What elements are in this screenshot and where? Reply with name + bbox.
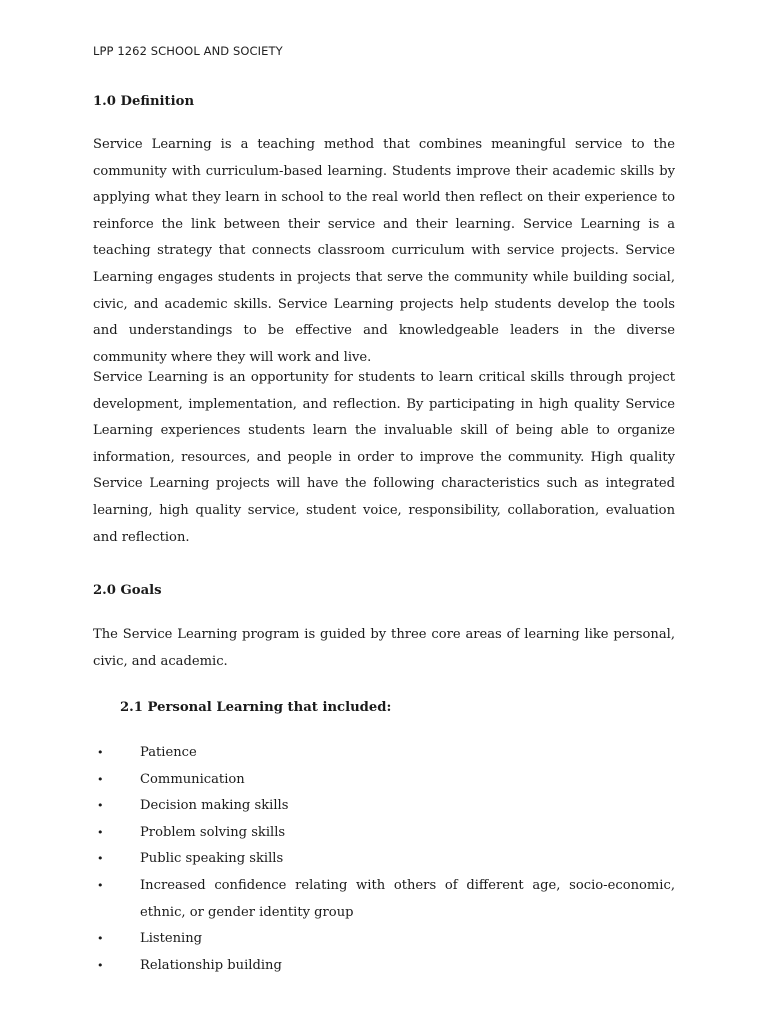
- list-item: [93, 767, 675, 794]
- list-item-text: Relationship building: [140, 957, 282, 973]
- list-item: [93, 740, 675, 767]
- bullet-icon: •: [97, 878, 104, 892]
- list-item: [93, 873, 675, 926]
- bullet-icon: •: [97, 852, 104, 866]
- running-header: LPP 1262 SCHOOL AND SOCIETY: [93, 44, 283, 58]
- list-item-text: Problem solving skills: [140, 824, 286, 840]
- personal-learning-list: [93, 740, 675, 979]
- list-item-text: Public speaking skills: [140, 851, 284, 867]
- bullet-icon: •: [97, 772, 104, 786]
- bullet-icon: •: [97, 799, 104, 813]
- list-item-text: Communication: [140, 771, 245, 787]
- list-item: [93, 953, 675, 980]
- section-heading-goals: 2.0 Goals: [93, 583, 162, 598]
- subheading-personal-learning: 2.1 Personal Learning that included:: [120, 700, 392, 715]
- bullet-icon: •: [97, 932, 104, 946]
- list-item: [93, 793, 675, 820]
- list-item: [93, 820, 675, 847]
- definition-paragraph-2: Service Learning is an opportunity for students to learn critical skills through project development, implementation, and reflection. By participating in high quality Service Learning experiences students learn the invaluable skill of being able to organize information, resources, and people in order to improve the community. High quality Service Learning projects will have the following characteristics such as integrated learning, high quality service, student voice, responsibility, collaboration, evaluation and reflection.: [93, 370, 675, 545]
- list-item-text: Listening: [140, 931, 203, 947]
- list-item: [93, 926, 675, 953]
- bullet-icon: •: [97, 746, 104, 759]
- section-heading-definition: 1.0 Definition: [93, 94, 195, 109]
- list-item-text: Decision making skills: [140, 798, 289, 814]
- bullet-icon: •: [97, 958, 104, 972]
- definition-paragraph-1: Service Learning is a teaching method that combines meaningful service to the community with curriculum-based learning. Students improve their academic skills by applying what they learn in school to the real world then reflect on their experience to reinforce the link between their service and their learning. Service Learning is a teaching strategy that connects classroom curriculum with service projects. Service Learning engages students in projects that serve the community while building social, civic, and academic skills. Service Learning projects help students develop the tools and understandings to be effective and knowledgeable leaders in the diverse community where they will work and live.: [93, 137, 675, 365]
- list-item-text: Patience: [140, 745, 197, 760]
- list-item: [93, 846, 675, 873]
- list-item-text: Increased confidence relating with others of different age, socio-economic, ethnic, or gender identity group: [140, 877, 675, 920]
- goals-intro-paragraph: The Service Learning program is guided by three core areas of learning like personal, civic, and academic.: [93, 627, 675, 669]
- bullet-icon: •: [97, 825, 104, 839]
